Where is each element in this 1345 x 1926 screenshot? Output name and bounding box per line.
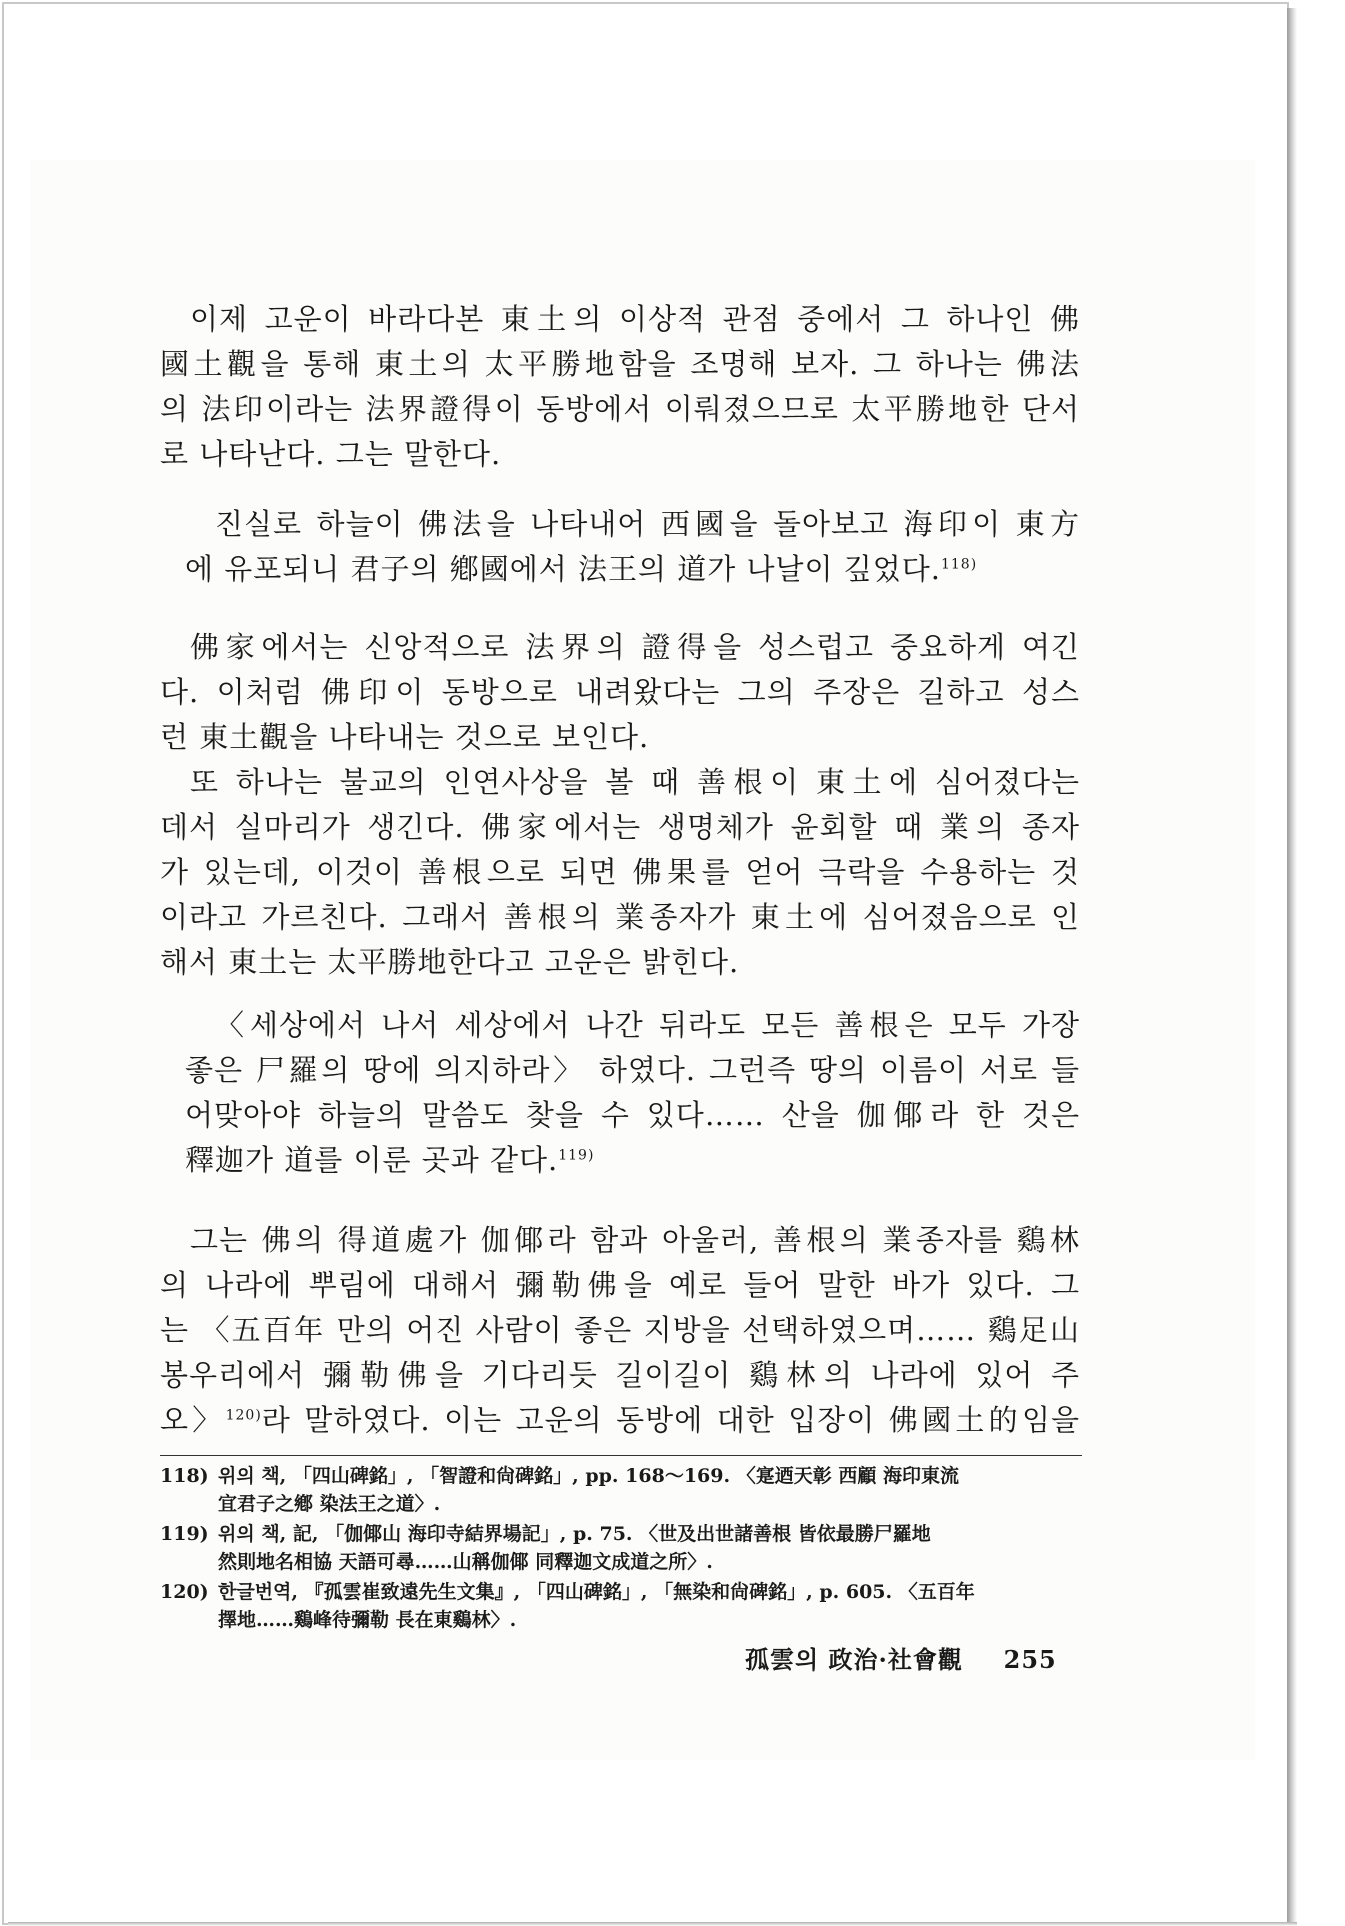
text-line: 의 나라에 뿌림에 대해서 彌勒佛을 예로 들어 말한 바가 있다. 그: [160, 1268, 1080, 1302]
body-paragraph: [160, 297, 1080, 477]
block-quote-1: [185, 502, 1080, 592]
footnote-line: 然則地名相協 天語可尋……山稱伽倻 同釋迦文成道之所〉.: [218, 1551, 713, 1573]
text-line: 이제 고운이 바라다본 東土의 이상적 관점 중에서 그 하나인 佛: [190, 302, 1080, 336]
text-line: 진실로 하늘이 佛法을 나타내어 西國을 돌아보고 海印이 東方: [215, 507, 1080, 541]
paragraph-1: [160, 297, 1080, 477]
text-line-content: 라 말하였다. 이는 고운의 동방에 대한 입장이 佛國土的임을: [261, 1403, 1080, 1437]
footnote-ref: 119): [558, 1147, 595, 1164]
text-line: 그는 佛의 得道處가 伽倻라 함과 아울러, 善根의 業종자를 鷄林: [190, 1223, 1080, 1257]
footnote-number: 119): [160, 1523, 209, 1545]
text-line: [160, 1398, 1080, 1443]
running-footer-title: 孤雲의 政治·社會觀: [745, 1645, 963, 1674]
running-footer: [745, 1640, 1057, 1675]
text-line: [185, 547, 1080, 592]
footnote-120: [160, 1578, 1082, 1634]
text-line: 런 東土觀을 나타내는 것으로 보인다.: [160, 720, 650, 754]
text-line: 해서 東土는 太平勝地한다고 고운은 밝힌다.: [160, 945, 740, 979]
text-line-content: 에 유포되니 君子의 鄕國에서 法王의 道가 나날이 깊었다.: [185, 552, 941, 586]
body-paragraph: [160, 1218, 1080, 1443]
page-number: 255: [1003, 1645, 1057, 1674]
footnote-body: [218, 1462, 1082, 1518]
paragraph-2: [160, 625, 1080, 985]
quote-paragraph: [185, 502, 1080, 592]
footnote-ref: 120): [225, 1407, 262, 1424]
text-line: 또 하나는 불교의 인연사상을 볼 때 善根이 東土에 심어졌다는: [190, 765, 1080, 799]
footnote-ref: 118): [940, 556, 978, 573]
footnote-line: 위의 책, 記, 「伽倻山 海印寺結界場記」, p. 75. 〈世及出世諸善根 皆依最勝尸羅地: [218, 1523, 931, 1545]
text-line: 가 있는데, 이것이 善根으로 되면 佛果를 얻어 극락을 수용하는 것: [160, 855, 1080, 889]
footnote-number: 120): [160, 1581, 209, 1603]
page-bottom-shadow: [8, 1922, 1297, 1926]
footnote-body: [218, 1520, 1082, 1576]
quote-paragraph: [185, 1003, 1080, 1183]
text-line-content: 釋迦가 道를 이룬 곳과 같다.: [185, 1143, 559, 1177]
paragraph-3: [160, 1218, 1080, 1443]
footnote-line: 宜君子之鄕 染法王之道〉.: [218, 1493, 441, 1515]
footnote-line: 위의 책, 「四山碑銘」, 「智證和尙碑銘」, pp. 168～169. 〈寔迺天彰 西顧 海印東流: [218, 1465, 959, 1487]
text-line: 데서 실마리가 생긴다. 佛家에서는 생명체가 윤회할 때 業의 종자: [160, 810, 1080, 844]
text-line: 의 法印이라는 法界證得이 동방에서 이뤄졌으므로 太平勝地한 단서: [160, 392, 1080, 426]
footnotes: [160, 1455, 1082, 1636]
footnote-body: [218, 1578, 1082, 1634]
body-paragraph: [160, 625, 1080, 985]
text-line: [185, 1138, 1080, 1183]
text-line: 는 〈五百年 만의 어진 사람이 좋은 지방을 선택하였으며…… 鷄足山: [160, 1313, 1080, 1347]
footnote-line: 擇地……鷄峰待彌勒 長在東鷄林〉.: [218, 1609, 517, 1631]
text-line: 佛家에서는 신앙적으로 法界의 證得을 성스럽고 중요하게 여긴: [190, 630, 1080, 664]
text-line-content: 오〉: [160, 1403, 226, 1437]
text-line: 國土觀을 통해 東土의 太平勝地함을 조명해 보자. 그 하나는 佛法: [160, 347, 1080, 381]
text-line: 좋은 尸羅의 땅에 의지하라〉 하였다. 그런즉 땅의 이름이 서로 들: [185, 1053, 1080, 1087]
footnote-number: 118): [160, 1465, 209, 1487]
footnote-line: 한글번역, 『孤雲崔致遠先生文集』, 「四山碑銘」, 「無染和尙碑銘」, p. 605. 〈五百年: [218, 1581, 975, 1603]
page-edge-shadow: [1287, 8, 1297, 1922]
block-quote-2: [185, 1003, 1080, 1183]
text-line: 다. 이처럼 佛印이 동방으로 내려왔다는 그의 주장은 길하고 성스: [160, 675, 1080, 709]
text-line: 〈세상에서 나서 세상에서 나간 뒤라도 모든 善根은 모두 가장: [215, 1008, 1080, 1042]
text-line: 봉우리에서 彌勒佛을 기다리듯 길이길이 鷄林의 나라에 있어 주: [160, 1358, 1080, 1392]
text-line: 이라고 가르친다. 그래서 善根의 業종자가 東土에 심어졌음으로 인: [160, 900, 1080, 934]
footnote-119: [160, 1520, 1082, 1576]
text-line: 어맞아야 하늘의 말씀도 찾을 수 있다…… 산을 伽倻라 한 것은: [185, 1098, 1080, 1132]
footnote-118: [160, 1462, 1082, 1518]
text-line: 로 나타난다. 그는 말한다.: [160, 437, 502, 471]
